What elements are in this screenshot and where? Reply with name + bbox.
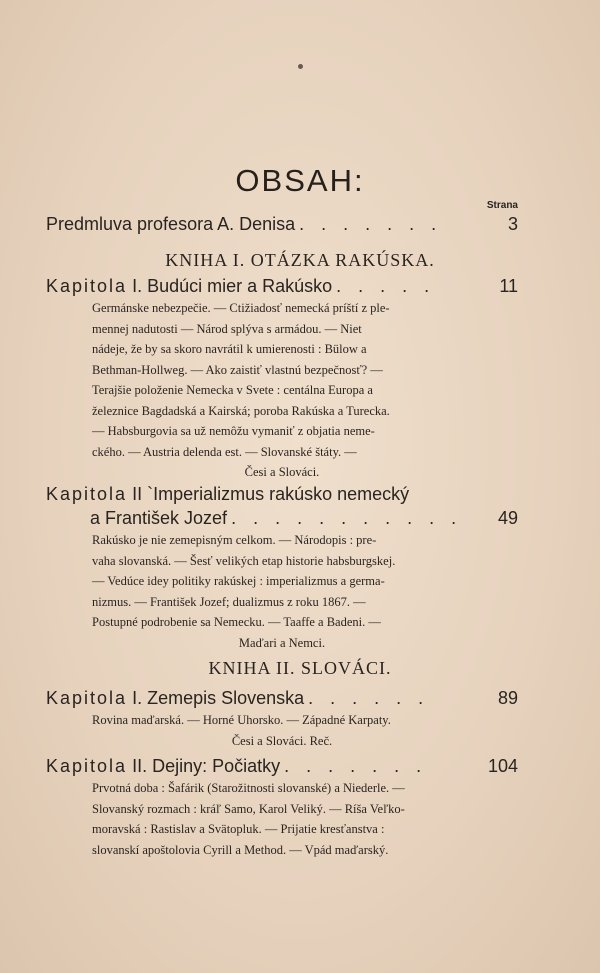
dot-leader: . . . . . . . [299,214,443,234]
summary-line: Slovanský rozmach : kráľ Samo, Karol Veliký. — Ríša Veľko- [92,801,405,816]
summary-line: Prvotná doba : Šafárik (Starožitnosti slovanské) a Niederle. — [92,781,405,795]
toc-entry-chapter [46,276,518,297]
summary-line: nádeje, že by sa skoro navrátil k umierenosti : Bülow a [92,342,367,356]
chapter-summary [92,778,472,860]
page-number: 49 [497,508,518,528]
toc-entry-chapter [46,484,518,505]
summary-line: nizmus. — František Jozef; dualizmus z roku 1867. — [92,594,366,609]
summary-line: vaha slovanská. — Šesť velikých etap historie habsburgskej. [92,553,396,568]
toc-entry-chapter [46,688,518,709]
summary-line: ckého. — Austria delenda est. — Slovanské štáty. — [92,444,357,459]
dot-leader: . . . . . . [308,688,430,708]
entry-title: Predmluva profesora A. Denisa [46,214,296,234]
summary-line: moravská : Rastislav a Svätopluk. — Prijatie kresťanstva : [92,822,385,836]
summary-line: — Habsburgovia sa už nemôžu vymaniť z objatia neme- [92,424,375,438]
summary-line: Maďari a Nemci. [238,635,326,650]
entry-title: II `Imperializmus rakúsko nemecký [132,484,410,504]
chapter-prefix: Kapitola [46,484,128,504]
summary-line: Česi a Slováci. Reč. [231,733,333,748]
summary-line: Germánske nebezpečie. — Ctižiadosť nemecká príští z ple- [92,301,390,315]
page-number: 3 [507,214,518,234]
summary-line: slovanskí apoštolovia Cyrill a Method. — Vpád maďarský. [92,842,389,857]
toc-entry-foreword [46,214,518,235]
chapter-summary [92,530,472,653]
dot-leader: . . . . . [336,276,436,296]
summary-line: Postupné podrobenie sa Nemecku. — Taaffe a Badeni. — [92,615,381,629]
summary-line: Rakúsko je nie zemepisným celkom. — Národopis : pre- [92,533,377,547]
book-heading: KNIHA I. OTÁZKA RAKÚSKA. [165,250,435,270]
page-number: 104 [487,756,518,776]
dot-leader: . . . . . . . . . . . [231,508,463,528]
summary-line: — Vedúce idey politiky rakúskej : imperializmus a germa- [92,574,385,588]
page-number: 89 [497,688,518,708]
entry-title: I. Budúci mier a Rakúsko [132,276,333,296]
summary-line: Rovina maďarská. — Horné Uhorsko. — Západné Karpaty. [92,713,391,727]
entry-title: a František Jozef [90,508,228,528]
summary-line: Česi a Slováci. [244,465,320,479]
toc-entry-chapter [46,756,518,777]
entry-title: II. Dejiny: Počiatky [132,756,281,776]
summary-line: Terajšie položenie Nemecka v Svete : centálna Europa a [92,383,373,397]
chapter-prefix: Kapitola [46,756,128,776]
chapter-summary [92,298,472,483]
dot-leader: . . . . . . . [284,756,428,776]
chapter-summary [92,710,472,751]
summary-line: Bethman-Hollweg. — Ako zaistiť vlastnú bezpečnosť? — [92,362,383,377]
chapter-prefix: Kapitola [46,688,128,708]
chapter-prefix: Kapitola [46,276,128,296]
page-number: 11 [499,276,518,296]
page-mark [298,64,303,69]
page-column-header: Strana [486,200,518,211]
toc-entry-chapter-cont [90,508,518,529]
summary-line: železnice Bagdadská a Kairská; poroba Rakúska a Turecka. [92,403,390,418]
page-title: OBSAH: [235,163,365,198]
book-heading: KNIHA II. SLOVÁCI. [208,658,392,678]
summary-line: mennej nadutosti — Národ splýva s armádou. — Niet [92,321,362,336]
entry-title: I. Zemepis Slovenska [132,688,305,708]
